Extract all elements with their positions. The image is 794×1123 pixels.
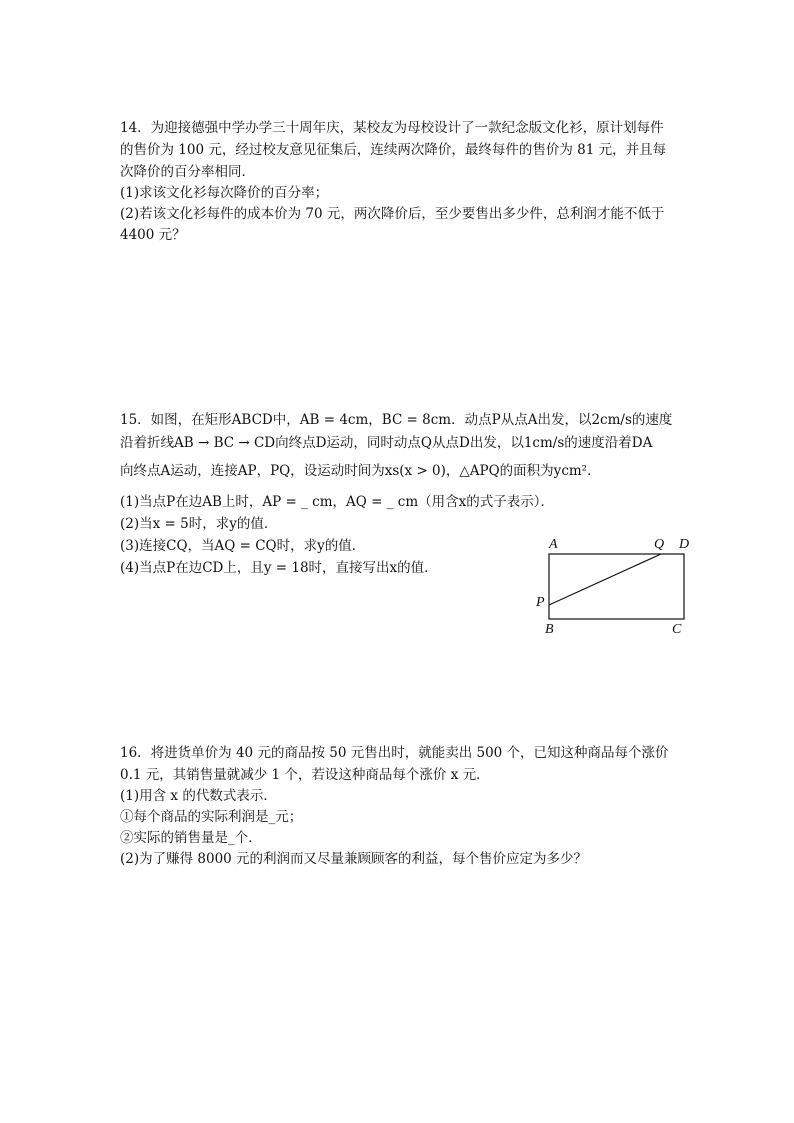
q14-part-2: (2)若该文化衫每件的成本价为 70 元，两次降价后，至少要售出多少件，总利润才能不低于	[120, 206, 665, 222]
label-p: P	[536, 595, 545, 610]
q16-line-2: 0.1 元，其销售量就减少 1 个，若设这种商品每个涨价 x 元．	[120, 767, 490, 783]
q15-line-1: 15．如图，在矩形ABCD中，AB = 4cm，BC = 8cm．动点P从点A出发，以2cm/s的速度	[120, 412, 673, 428]
segment-pq	[549, 554, 661, 605]
q15-part-1: (1)当点P在边AB上时，AP = _ cm，AQ = _ cm（用含x的式子表示）．	[120, 494, 554, 510]
q14-line-2: 的售价为 100 元，经过校友意见征集后，连续两次降价，最终每件的售价为 81 元，并且每	[120, 142, 667, 158]
label-q: Q	[654, 537, 665, 552]
rectangle-abcd	[549, 554, 684, 619]
label-a: A	[549, 537, 558, 552]
q15-part-3: (3)连接CQ，当AQ = CQ时，求y的值．	[120, 538, 366, 554]
label-d: D	[679, 537, 690, 552]
rectangle-figure	[534, 534, 704, 644]
q16-part-1-item-2: ②实际的销售量是_个．	[120, 830, 262, 846]
q16-part-1-item-1: ①每个商品的实际利润是_元；	[120, 809, 303, 825]
q14-line-1: 14．为迎接德强中学办学三十周年庆，某校友为母校设计了一款纪念版文化衫，原计划每件	[120, 120, 664, 136]
q16-part-1: (1)用含 x 的代数式表示．	[120, 788, 277, 804]
q15-line-2: 沿着折线AB → BC → CD向终点D运动，同时动点Q从点D出发，以1cm/s的速度沿着DA	[120, 435, 653, 451]
q16-line-1: 16．将进货单价为 40 元的商品按 50 元售出时，就能卖出 500 个，已知这种商品每个涨价	[120, 745, 669, 761]
q15-part-2: (2)当x = 5时，求y的值．	[120, 516, 278, 532]
q14-line-3: 次降价的百分率相同．	[120, 164, 255, 180]
q16-part-2: (2)为了赚得 8000 元的利润而又尽量兼顾顾客的利益，每个售价应定为多少？	[120, 851, 588, 867]
label-b: B	[545, 622, 554, 637]
q15-line-3: 向终点A运动，连接AP，PQ，设运动时间为xs(x > 0)，△APQ的面积为ycm²．	[120, 463, 601, 479]
q15-part-4: (4)当点P在边CD上，且y = 18时，直接写出x的值．	[120, 560, 438, 576]
q14-line-6: 4400 元？	[120, 227, 186, 243]
label-c: C	[672, 622, 682, 637]
q14-part-1: (1)求该文化衫每次降价的百分率；	[120, 185, 329, 201]
